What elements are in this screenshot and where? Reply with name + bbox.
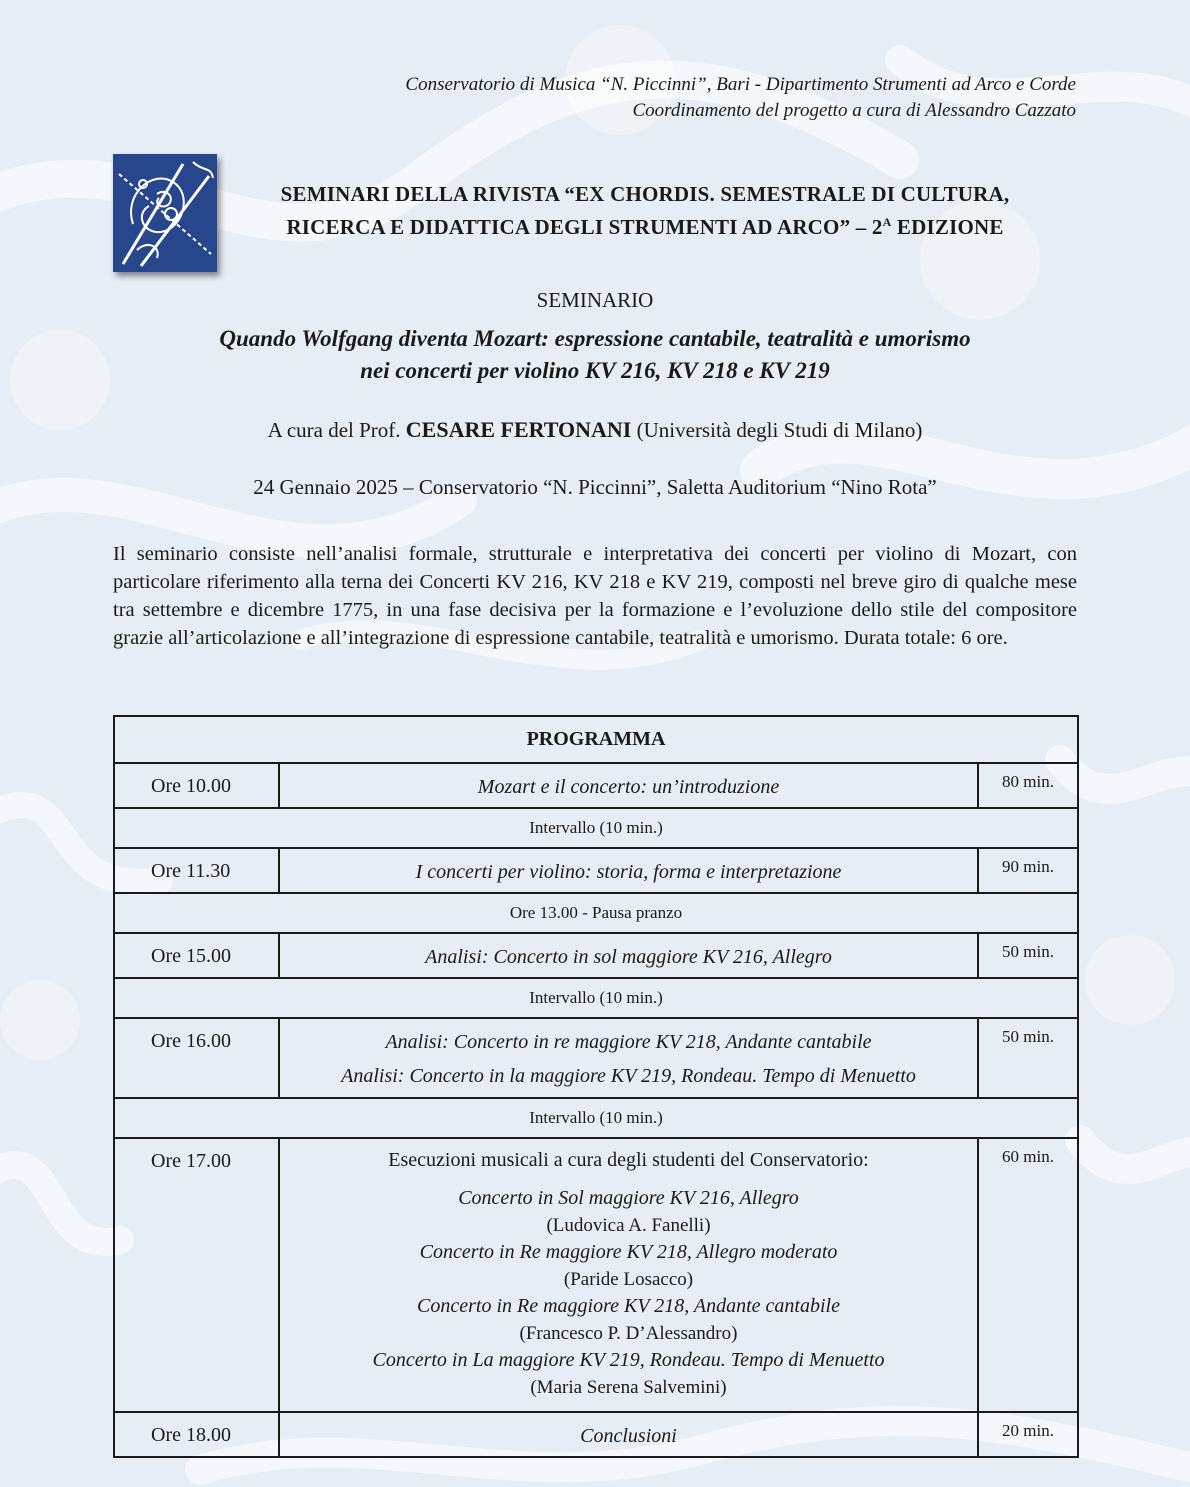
series-title-line1: SEMINARI DELLA RIVISTA “EX CHORDIS. SEMESTRALE DI CULTURA, bbox=[280, 182, 1010, 206]
break-row bbox=[114, 1098, 1078, 1138]
session-topic: Conclusioni bbox=[279, 1412, 978, 1457]
session-time: Ore 11.30 bbox=[114, 848, 279, 893]
coordination-line: Coordinamento del progetto a cura di Alessandro Cazzato bbox=[632, 100, 1076, 121]
performance-cell bbox=[279, 1138, 978, 1412]
session-topic-line: Analisi: Concerto in la maggiore KV 219, Rondeau. Tempo di Menuetto bbox=[341, 1065, 916, 1087]
performance-player: (Paride Losacco) bbox=[563, 1269, 694, 1290]
session-topic: Analisi: Concerto in sol maggiore KV 216, Allegro bbox=[279, 933, 978, 978]
session-time: Ore 18.00 bbox=[114, 1412, 279, 1457]
break-row bbox=[114, 808, 1078, 848]
performance-player: (Maria Serena Salvemini) bbox=[530, 1377, 727, 1398]
break-label: Intervallo (10 min.) bbox=[114, 1098, 1078, 1138]
table-row bbox=[114, 1018, 1078, 1098]
session-duration: 80 min. bbox=[978, 763, 1078, 808]
performance-list bbox=[280, 1185, 977, 1401]
table-row bbox=[114, 848, 1078, 893]
performance-heading: Esecuzioni musicali a cura degli studenti del Conservatorio: bbox=[388, 1149, 869, 1171]
performance-piece: Concerto in Re maggiore KV 218, Andante cantabile bbox=[417, 1295, 840, 1317]
seminar-subject-line1: Quando Wolfgang diventa Mozart: espressione cantabile, teatralità e umorismo bbox=[219, 326, 971, 351]
performance-player: (Ludovica A. Fanelli) bbox=[546, 1215, 711, 1236]
session-duration: 50 min. bbox=[978, 933, 1078, 978]
performance-piece: Concerto in Re maggiore KV 218, Allegro moderato bbox=[419, 1241, 838, 1263]
session-time: Ore 16.00 bbox=[114, 1018, 279, 1098]
session-duration: 20 min. bbox=[978, 1412, 1078, 1457]
performance-piece: Concerto in La maggiore KV 219, Rondeau. Tempo di Menuetto bbox=[372, 1349, 885, 1371]
break-row bbox=[114, 893, 1078, 933]
seminar-description: Il seminario consiste nell’analisi formale, strutturale e interpretativa dei concerti per violino di Mozart, con particolare riferimento alla terna dei Concerti KV 216, KV 218 e KV 219, composti nel breve giro di qualche mese tra settembre e dicembre 1775, in una fase decisiva per la formazione e l’evoluzione dello stile del compositore grazie all’articolazione e all’integrazione di espressione cantabile, teatralità e umorismo. Durata totale: 6 ore. bbox=[113, 543, 1077, 649]
programme-heading: PROGRAMMA bbox=[114, 716, 1078, 763]
session-time: Ore 10.00 bbox=[114, 763, 279, 808]
table-row bbox=[114, 933, 1078, 978]
session-topic: I concerti per violino: storia, forma e interpretazione bbox=[279, 848, 978, 893]
table-row bbox=[114, 1412, 1078, 1457]
session-time: Ore 17.00 bbox=[114, 1138, 279, 1412]
curator-line: A cura del Prof. CESARE FERTONANI (Università degli Studi di Milano) bbox=[267, 417, 923, 442]
table-row bbox=[114, 1138, 1078, 1412]
ex-chordis-logo-icon bbox=[113, 154, 217, 272]
session-topic: Mozart e il concerto: un’introduzione bbox=[279, 763, 978, 808]
session-duration: 90 min. bbox=[978, 848, 1078, 893]
break-row bbox=[114, 978, 1078, 1018]
session-topic bbox=[279, 1018, 978, 1098]
institution-line: Conservatorio di Musica “N. Piccinni”, Bari - Dipartimento Strumenti ad Arco e Corde bbox=[405, 74, 1076, 95]
programme-header-row bbox=[114, 716, 1078, 763]
session-topic-line: Analisi: Concerto in re maggiore KV 218, Andante cantabile bbox=[385, 1031, 872, 1053]
break-label: Ore 13.00 - Pausa pranzo bbox=[114, 893, 1078, 933]
performance-piece: Concerto in Sol maggiore KV 216, Allegro bbox=[458, 1187, 799, 1209]
programme-table bbox=[113, 715, 1079, 1458]
seminar-subject-line2: nei concerti per violino KV 216, KV 218 e KV 219 bbox=[360, 358, 830, 383]
series-title-line2: RICERCA E DIDATTICA DEGLI STRUMENTI AD ARCO” ‒ $2^A$ EDIZIONE bbox=[286, 215, 1004, 239]
session-duration: 60 min. bbox=[978, 1138, 1078, 1412]
seminar-label: SEMINARIO bbox=[536, 288, 654, 312]
table-row bbox=[114, 763, 1078, 808]
curator-name: CESARE FERTONANI bbox=[405, 417, 632, 442]
break-label: Intervallo (10 min.) bbox=[114, 978, 1078, 1018]
session-duration: 50 min. bbox=[978, 1018, 1078, 1098]
session-time: Ore 15.00 bbox=[114, 933, 279, 978]
performance-player: (Francesco P. D’Alessandro) bbox=[519, 1323, 738, 1344]
break-label: Intervallo (10 min.) bbox=[114, 808, 1078, 848]
date-place: 24 Gennaio 2025 ‒ Conservatorio “N. Piccinni”, Saletta Auditorium “Nino Rota” bbox=[253, 475, 937, 499]
